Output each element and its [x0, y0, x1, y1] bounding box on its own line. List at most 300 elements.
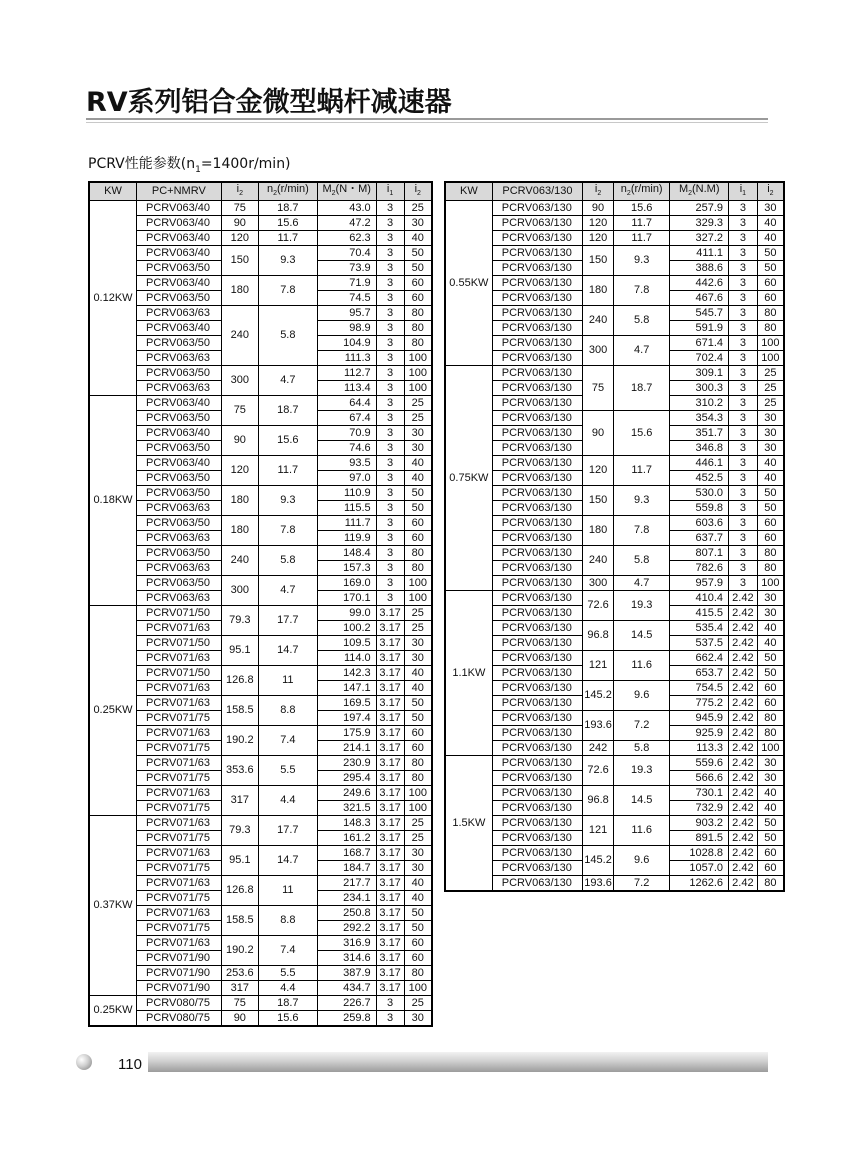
cell-model: PCRV063/63: [137, 306, 222, 321]
table-row: [89, 516, 432, 531]
cell-kw: 0.25KW: [89, 606, 137, 816]
cell-ratio-2: 50: [757, 816, 784, 831]
cell-ratio-2: 60: [404, 291, 432, 306]
cell-model: PCRV063/130: [492, 681, 582, 696]
cell-ratio-2: 60: [757, 516, 784, 531]
cell-ratio: 90: [583, 411, 614, 456]
cell-ratio: 72.6: [583, 756, 614, 786]
cell-model: PCRV063/63: [137, 501, 222, 516]
cell-ratio-1: 3: [376, 471, 404, 486]
cell-ratio-2: 50: [404, 921, 432, 936]
cell-torque: 67.4: [317, 411, 376, 426]
cell-model: PCRV063/130: [492, 306, 582, 321]
cell-model: PCRV063/50: [137, 261, 222, 276]
cell-model: PCRV080/75: [137, 1011, 222, 1027]
cell-model: PCRV063/130: [492, 201, 582, 216]
table-row: [89, 576, 432, 591]
cell-ratio-2: 80: [757, 561, 784, 576]
footer-bar: [148, 1052, 768, 1072]
cell-speed: 15.6: [258, 216, 317, 231]
cell-speed: 17.7: [258, 606, 317, 636]
cell-torque: 169.5: [317, 696, 376, 711]
cell-ratio-1: 2.42: [729, 621, 758, 636]
cell-torque: 945.9: [670, 711, 729, 726]
cell-torque: 545.7: [670, 306, 729, 321]
cell-torque: 903.2: [670, 816, 729, 831]
cell-ratio: 126.8: [221, 876, 258, 906]
cell-speed: 4.4: [258, 786, 317, 816]
cell-speed: 11.7: [258, 231, 317, 246]
cell-model: PCRV071/63: [137, 756, 222, 771]
cell-speed: 5.8: [613, 741, 670, 756]
cell-model: PCRV063/130: [492, 696, 582, 711]
cell-ratio-2: 100: [404, 381, 432, 396]
cell-model: PCRV071/90: [137, 951, 222, 966]
cell-speed: 18.7: [258, 396, 317, 426]
cell-speed: 14.5: [613, 621, 670, 651]
cell-ratio-2: 80: [404, 546, 432, 561]
cell-speed: 14.5: [613, 786, 670, 816]
cell-model: PCRV063/130: [492, 606, 582, 621]
table-row: [89, 276, 432, 291]
cell-speed: 7.8: [258, 276, 317, 306]
cell-ratio-2: 25: [757, 366, 784, 381]
cell-torque: 43.0: [317, 201, 376, 216]
cell-model: PCRV063/130: [492, 486, 582, 501]
cell-torque: 111.7: [317, 516, 376, 531]
table-row: [89, 756, 432, 771]
cell-ratio-2: 80: [404, 756, 432, 771]
cell-model: PCRV071/63: [137, 726, 222, 741]
cell-ratio-2: 60: [404, 936, 432, 951]
cell-torque: 147.1: [317, 681, 376, 696]
cell-ratio-2: 25: [404, 396, 432, 411]
cell-ratio-1: 3.17: [376, 921, 404, 936]
cell-torque: 637.7: [670, 531, 729, 546]
cell-ratio-2: 60: [757, 291, 784, 306]
cell-ratio-1: 3: [376, 261, 404, 276]
cell-ratio-1: 3: [729, 546, 758, 561]
cell-ratio-2: 80: [757, 726, 784, 741]
cell-ratio-1: 3.17: [376, 741, 404, 756]
cell-model: PCRV063/63: [137, 531, 222, 546]
cell-ratio-2: 25: [404, 816, 432, 831]
cell-ratio-1: 3: [729, 516, 758, 531]
table-row: [89, 456, 432, 471]
header-ratio: $i_2$: [221, 182, 258, 201]
cell-ratio: 72.6: [583, 591, 614, 621]
cell-ratio: 75: [221, 396, 258, 426]
table-row: [445, 711, 784, 726]
cell-ratio-2: 60: [404, 516, 432, 531]
cell-ratio-2: 60: [404, 276, 432, 291]
cell-speed: 7.8: [258, 516, 317, 546]
cell-ratio-1: 3.17: [376, 696, 404, 711]
cell-model: PCRV063/50: [137, 546, 222, 561]
cell-model: PCRV063/130: [492, 876, 582, 892]
header-ratio-2: $i_2$: [404, 182, 432, 201]
cell-model: PCRV063/130: [492, 546, 582, 561]
cell-ratio: 90: [221, 426, 258, 456]
cell-torque: 64.4: [317, 396, 376, 411]
cell-torque: 62.3: [317, 231, 376, 246]
cell-ratio-1: 2.42: [729, 861, 758, 876]
cell-ratio-2: 50: [757, 486, 784, 501]
cell-torque: 104.9: [317, 336, 376, 351]
title-rule-secondary: [86, 122, 768, 123]
cell-torque: 110.9: [317, 486, 376, 501]
cell-ratio-1: 3: [729, 561, 758, 576]
cell-torque: 1057.0: [670, 861, 729, 876]
cell-ratio-1: 3: [729, 216, 758, 231]
cell-model: PCRV063/40: [137, 246, 222, 261]
cell-torque: 559.8: [670, 501, 729, 516]
cell-ratio-2: 25: [404, 996, 432, 1011]
table-row: [445, 651, 784, 666]
cell-ratio-2: 80: [404, 771, 432, 786]
cell-ratio: 317: [221, 981, 258, 996]
cell-ratio-1: 2.42: [729, 876, 758, 892]
cell-model: PCRV063/130: [492, 831, 582, 846]
cell-torque: 170.1: [317, 591, 376, 606]
cell-ratio-2: 100: [404, 576, 432, 591]
cell-speed: 18.7: [258, 201, 317, 216]
cell-ratio-1: 3: [376, 201, 404, 216]
cell-ratio-2: 25: [757, 396, 784, 411]
cell-model: PCRV063/130: [492, 636, 582, 651]
cell-ratio: 75: [221, 201, 258, 216]
cell-torque: 119.9: [317, 531, 376, 546]
cell-ratio-2: 60: [404, 726, 432, 741]
cell-ratio-1: 3.17: [376, 906, 404, 921]
cell-torque: 300.3: [670, 381, 729, 396]
cell-model: PCRV071/90: [137, 966, 222, 981]
cell-ratio-1: 3.17: [376, 771, 404, 786]
cell-torque: 74.5: [317, 291, 376, 306]
cell-ratio-2: 60: [757, 846, 784, 861]
cell-model: PCRV063/130: [492, 771, 582, 786]
cell-speed: 14.7: [258, 636, 317, 666]
cell-model: PCRV071/63: [137, 846, 222, 861]
cell-torque: 249.6: [317, 786, 376, 801]
cell-torque: 591.9: [670, 321, 729, 336]
cell-ratio-1: 3.17: [376, 831, 404, 846]
cell-model: PCRV063/130: [492, 216, 582, 231]
cell-ratio-1: 2.42: [729, 681, 758, 696]
cell-torque: 535.4: [670, 621, 729, 636]
cell-ratio-2: 50: [757, 666, 784, 681]
cell-speed: 5.5: [258, 966, 317, 981]
cell-torque: 309.1: [670, 366, 729, 381]
table-row: [445, 816, 784, 831]
cell-torque: 452.5: [670, 471, 729, 486]
cell-ratio-1: 3: [729, 426, 758, 441]
table-row: [89, 486, 432, 501]
cell-ratio: 317: [221, 786, 258, 816]
cell-ratio-1: 3.17: [376, 681, 404, 696]
cell-ratio-2: 40: [404, 456, 432, 471]
cell-model: PCRV063/40: [137, 426, 222, 441]
cell-model: PCRV063/130: [492, 351, 582, 366]
cell-torque: 387.9: [317, 966, 376, 981]
page-title: RV系列铝合金微型蜗杆减速器: [86, 87, 452, 118]
header-model: PCRV063/130: [492, 182, 582, 201]
cell-kw: 0.55KW: [445, 201, 492, 366]
cell-ratio-1: 2.42: [729, 666, 758, 681]
cell-speed: 7.8: [613, 276, 670, 306]
cell-torque: 71.9: [317, 276, 376, 291]
cell-torque: 111.3: [317, 351, 376, 366]
cell-speed: 4.4: [258, 981, 317, 996]
cell-torque: 142.3: [317, 666, 376, 681]
cell-ratio-1: 3: [729, 471, 758, 486]
cell-torque: 310.2: [670, 396, 729, 411]
cell-speed: 8.8: [258, 696, 317, 726]
cell-torque: 434.7: [317, 981, 376, 996]
header-row: [445, 182, 784, 201]
header-model: PC+NMRV: [137, 182, 222, 201]
cell-torque: 329.3: [670, 216, 729, 231]
subtitle-prefix: PCRV性能参数(n: [88, 156, 196, 172]
cell-ratio-2: 40: [757, 471, 784, 486]
cell-model: PCRV063/130: [492, 861, 582, 876]
cell-ratio-1: 3: [376, 231, 404, 246]
cell-speed: 5.8: [258, 546, 317, 576]
cell-speed: 4.7: [258, 576, 317, 606]
cell-model: PCRV063/130: [492, 531, 582, 546]
cell-ratio-1: 3: [376, 291, 404, 306]
table-row: [89, 1011, 432, 1027]
cell-ratio: 150: [583, 486, 614, 516]
cell-ratio-2: 30: [757, 756, 784, 771]
cell-model: PCRV063/130: [492, 336, 582, 351]
cell-ratio-2: 30: [757, 591, 784, 606]
cell-ratio-1: 3: [729, 231, 758, 246]
table-row: [445, 576, 784, 591]
cell-model: PCRV063/40: [137, 456, 222, 471]
cell-ratio-1: 3: [376, 546, 404, 561]
cell-ratio: 96.8: [583, 621, 614, 651]
cell-speed: 11: [258, 666, 317, 696]
cell-speed: 4.7: [258, 366, 317, 396]
cell-ratio-2: 30: [404, 441, 432, 456]
cell-model: PCRV063/130: [492, 666, 582, 681]
table-row: [445, 216, 784, 231]
table-row: [89, 246, 432, 261]
cell-ratio-2: 100: [404, 591, 432, 606]
cell-model: PCRV063/130: [492, 726, 582, 741]
cell-ratio: 150: [583, 246, 614, 276]
cell-ratio-1: 3.17: [376, 786, 404, 801]
cell-ratio-1: 3: [376, 576, 404, 591]
cell-ratio-1: 3: [376, 501, 404, 516]
table-row: [445, 591, 784, 606]
cell-model: PCRV071/63: [137, 786, 222, 801]
cell-ratio-1: 3.17: [376, 606, 404, 621]
table-row: [89, 201, 432, 216]
cell-ratio-1: 3: [376, 441, 404, 456]
cell-model: PCRV071/75: [137, 921, 222, 936]
cell-ratio-1: 3: [376, 411, 404, 426]
cell-ratio-2: 60: [404, 951, 432, 966]
cell-ratio-1: 2.42: [729, 726, 758, 741]
cell-speed: 9.6: [613, 846, 670, 876]
cell-ratio-1: 3: [376, 216, 404, 231]
cell-ratio-1: 3: [729, 276, 758, 291]
cell-ratio-2: 40: [404, 666, 432, 681]
table-row: [89, 606, 432, 621]
cell-speed: 9.3: [258, 486, 317, 516]
cell-ratio-1: 3.17: [376, 951, 404, 966]
cell-ratio-1: 3: [376, 516, 404, 531]
cell-model: PCRV071/63: [137, 696, 222, 711]
table-row: [89, 996, 432, 1011]
table-row: [89, 816, 432, 831]
cell-ratio: 300: [583, 336, 614, 366]
cell-torque: 74.6: [317, 441, 376, 456]
cell-ratio-2: 40: [404, 876, 432, 891]
cell-torque: 807.1: [670, 546, 729, 561]
table-row: [445, 681, 784, 696]
cell-ratio-2: 30: [404, 426, 432, 441]
cell-ratio-2: 25: [757, 381, 784, 396]
table-row: [89, 846, 432, 861]
table-row: [89, 216, 432, 231]
header-kw: KW: [445, 182, 492, 201]
cell-model: PCRV063/130: [492, 396, 582, 411]
table-row: [445, 621, 784, 636]
cell-ratio-2: 80: [404, 321, 432, 336]
cell-torque: 148.3: [317, 816, 376, 831]
header-torque: $M_2(N.M)$: [670, 182, 729, 201]
cell-ratio-2: 30: [757, 411, 784, 426]
cell-speed: 15.6: [258, 1011, 317, 1027]
cell-ratio-1: 3: [376, 276, 404, 291]
cell-ratio-2: 60: [757, 696, 784, 711]
cell-torque: 415.5: [670, 606, 729, 621]
cell-ratio: 158.5: [221, 696, 258, 726]
table-row: [89, 546, 432, 561]
cell-ratio: 150: [221, 246, 258, 276]
cell-torque: 603.6: [670, 516, 729, 531]
cell-ratio-2: 50: [404, 246, 432, 261]
cell-ratio-2: 100: [757, 351, 784, 366]
cell-speed: 5.8: [258, 306, 317, 366]
cell-model: PCRV063/130: [492, 756, 582, 771]
cell-speed: 14.7: [258, 846, 317, 876]
cell-model: PCRV063/130: [492, 411, 582, 426]
cell-torque: 467.6: [670, 291, 729, 306]
cell-ratio-2: 40: [757, 636, 784, 651]
cell-model: PCRV063/63: [137, 591, 222, 606]
cell-ratio-2: 40: [404, 471, 432, 486]
cell-ratio-1: 3: [376, 381, 404, 396]
cell-torque: 113.3: [670, 741, 729, 756]
cell-torque: 925.9: [670, 726, 729, 741]
cell-torque: 446.1: [670, 456, 729, 471]
cell-ratio: 145.2: [583, 846, 614, 876]
table-row: [445, 786, 784, 801]
cell-ratio-1: 3: [376, 561, 404, 576]
cell-ratio-1: 3: [376, 531, 404, 546]
cell-ratio-2: 40: [404, 891, 432, 906]
table-row: [89, 426, 432, 441]
cell-ratio-2: 80: [757, 876, 784, 892]
cell-torque: 327.2: [670, 231, 729, 246]
cell-torque: 292.2: [317, 921, 376, 936]
table-row: [445, 231, 784, 246]
cell-ratio-2: 60: [757, 531, 784, 546]
cell-ratio-1: 3: [729, 201, 758, 216]
cell-ratio-1: 3: [729, 291, 758, 306]
cell-model: PCRV063/130: [492, 816, 582, 831]
cell-model: PCRV063/130: [492, 261, 582, 276]
cell-kw: 0.75KW: [445, 366, 492, 591]
cell-torque: 47.2: [317, 216, 376, 231]
cell-ratio: 120: [583, 231, 614, 246]
cell-torque: 73.9: [317, 261, 376, 276]
cell-ratio-2: 30: [404, 1011, 432, 1027]
cell-model: PCRV063/130: [492, 651, 582, 666]
cell-ratio-2: 60: [404, 741, 432, 756]
table-row: [445, 456, 784, 471]
cell-ratio-1: 3: [729, 441, 758, 456]
cell-torque: 214.1: [317, 741, 376, 756]
cell-model: PCRV063/130: [492, 561, 582, 576]
cell-model: PCRV063/130: [492, 711, 582, 726]
cell-model: PCRV071/75: [137, 801, 222, 816]
cell-ratio-1: 3: [376, 336, 404, 351]
cell-ratio: 180: [583, 516, 614, 546]
cell-ratio-1: 3.17: [376, 726, 404, 741]
cell-ratio-2: 100: [404, 801, 432, 816]
cell-ratio-1: 2.42: [729, 651, 758, 666]
cell-ratio-1: 2.42: [729, 636, 758, 651]
cell-ratio-1: 2.42: [729, 846, 758, 861]
cell-ratio-1: 3: [729, 456, 758, 471]
cell-model: PCRV063/63: [137, 351, 222, 366]
cell-ratio-1: 3: [376, 351, 404, 366]
section-subtitle: [88, 153, 291, 175]
header-ratio-1: $i_1$: [376, 182, 404, 201]
cell-torque: 250.8: [317, 906, 376, 921]
cell-torque: 442.6: [670, 276, 729, 291]
table-row: [445, 846, 784, 861]
cell-ratio-1: 3.17: [376, 966, 404, 981]
cell-ratio-2: 80: [757, 711, 784, 726]
cell-model: PCRV071/50: [137, 666, 222, 681]
cell-model: PCRV071/63: [137, 621, 222, 636]
cell-ratio: 240: [221, 546, 258, 576]
cell-ratio: 240: [221, 306, 258, 366]
cell-ratio: 96.8: [583, 786, 614, 816]
cell-model: PCRV063/130: [492, 231, 582, 246]
cell-speed: 19.3: [613, 591, 670, 621]
cell-ratio: 75: [221, 996, 258, 1011]
cell-ratio-1: 2.42: [729, 591, 758, 606]
cell-ratio-1: 3: [376, 246, 404, 261]
cell-model: PCRV063/130: [492, 516, 582, 531]
table-row: [445, 246, 784, 261]
cell-speed: 7.2: [613, 876, 670, 892]
cell-model: PCRV063/40: [137, 396, 222, 411]
cell-ratio: 90: [583, 201, 614, 216]
cell-ratio-2: 30: [404, 216, 432, 231]
cell-ratio-2: 50: [757, 261, 784, 276]
cell-speed: 11.6: [613, 816, 670, 846]
cell-torque: 115.5: [317, 501, 376, 516]
cell-ratio: 180: [221, 276, 258, 306]
